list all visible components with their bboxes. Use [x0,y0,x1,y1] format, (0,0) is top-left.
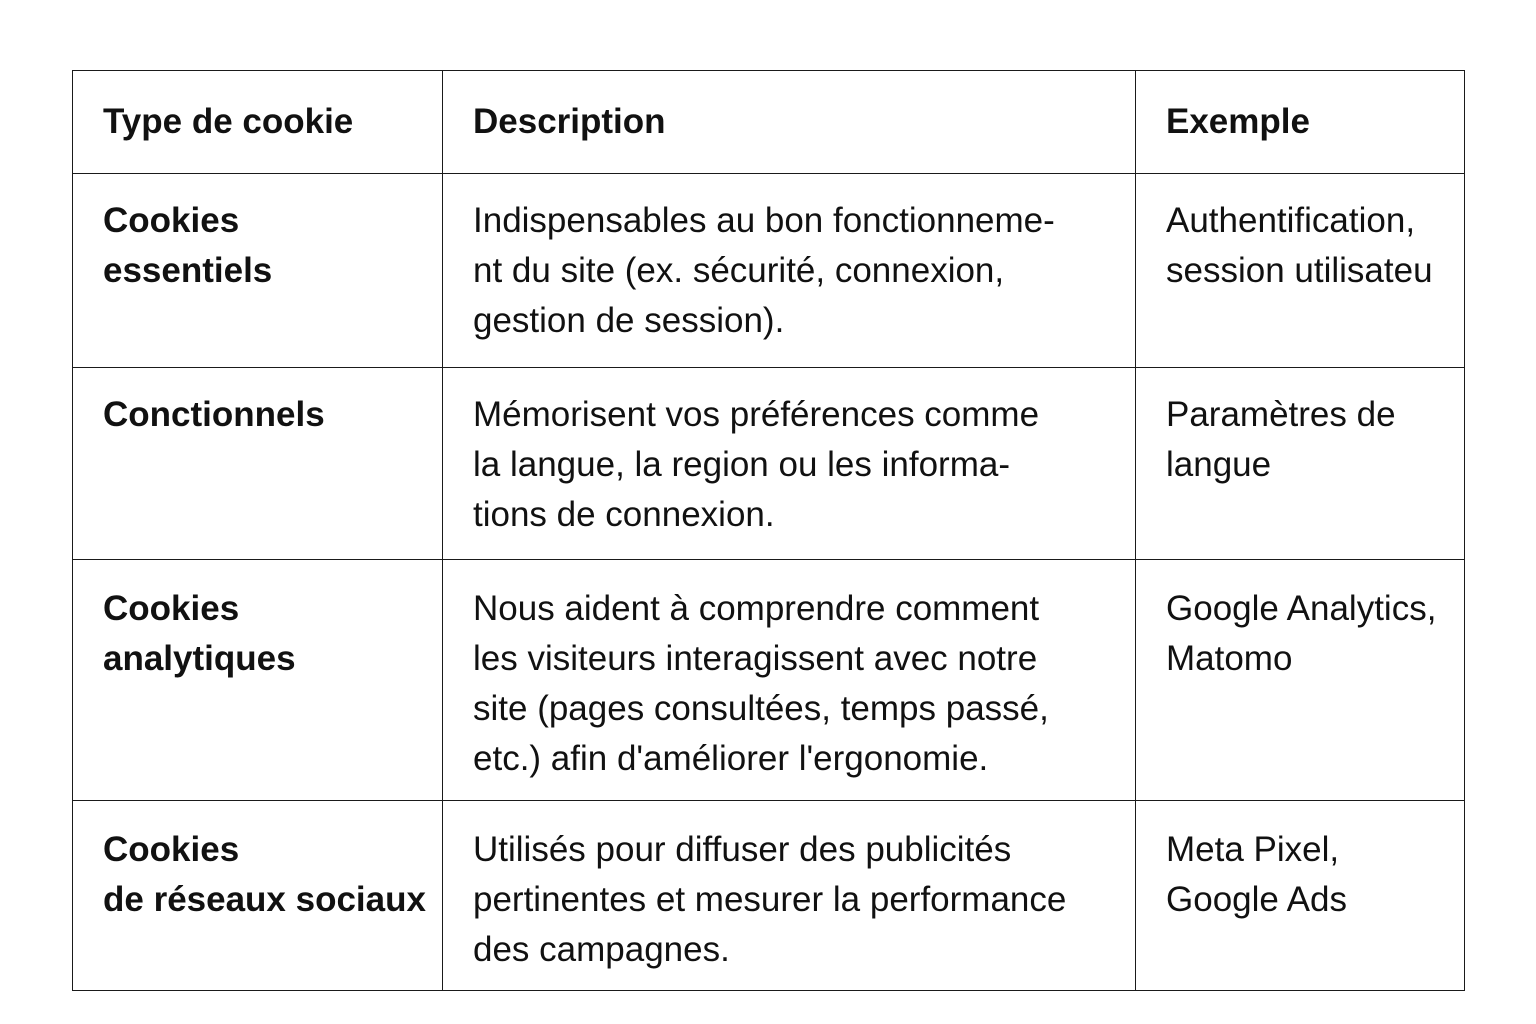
table-row [73,174,1465,368]
table-row [73,801,1465,991]
cookie-type-cell: Cookies essentiels [73,174,443,368]
cookie-table-container [72,70,1464,991]
cookie-table [72,70,1465,991]
cookie-description-cell: Nous aident à comprendre comment les visiteurs interagissent avec notre site (pages consultées, temps passé, etc.) afin d'améliorer l'ergonomie. [443,560,1136,801]
cookie-description-cell: Utilisés pour diffuser des publicités pertinentes et mesurer la performance des campagnes. [443,801,1136,991]
cookie-type-cell: Cookies analytiques [73,560,443,801]
table-header-row [73,71,1465,174]
header-example: Exemple [1136,71,1465,174]
cookie-description-cell: Mémorisent vos préférences comme la langue, la region ou les informa- tions de connexion. [443,368,1136,560]
cookie-description-cell: Indispensables au bon fonctionneme- nt du site (ex. sécurité, connexion, gestion de session). [443,174,1136,368]
header-description: Description [443,71,1136,174]
table-row [73,368,1465,560]
cookie-example-cell: Meta Pixel, Google Ads [1136,801,1465,991]
cookie-type-cell: Cookies de réseaux sociaux [73,801,443,991]
table-row [73,560,1465,801]
cookie-example-cell: Paramètres de langue [1136,368,1465,560]
header-type: Type de cookie [73,71,443,174]
cookie-example-cell: Authentification, session utilisateu [1136,174,1465,368]
cookie-type-cell: Conctionnels [73,368,443,560]
cookie-example-cell: Google Analytics, Matomo [1136,560,1465,801]
